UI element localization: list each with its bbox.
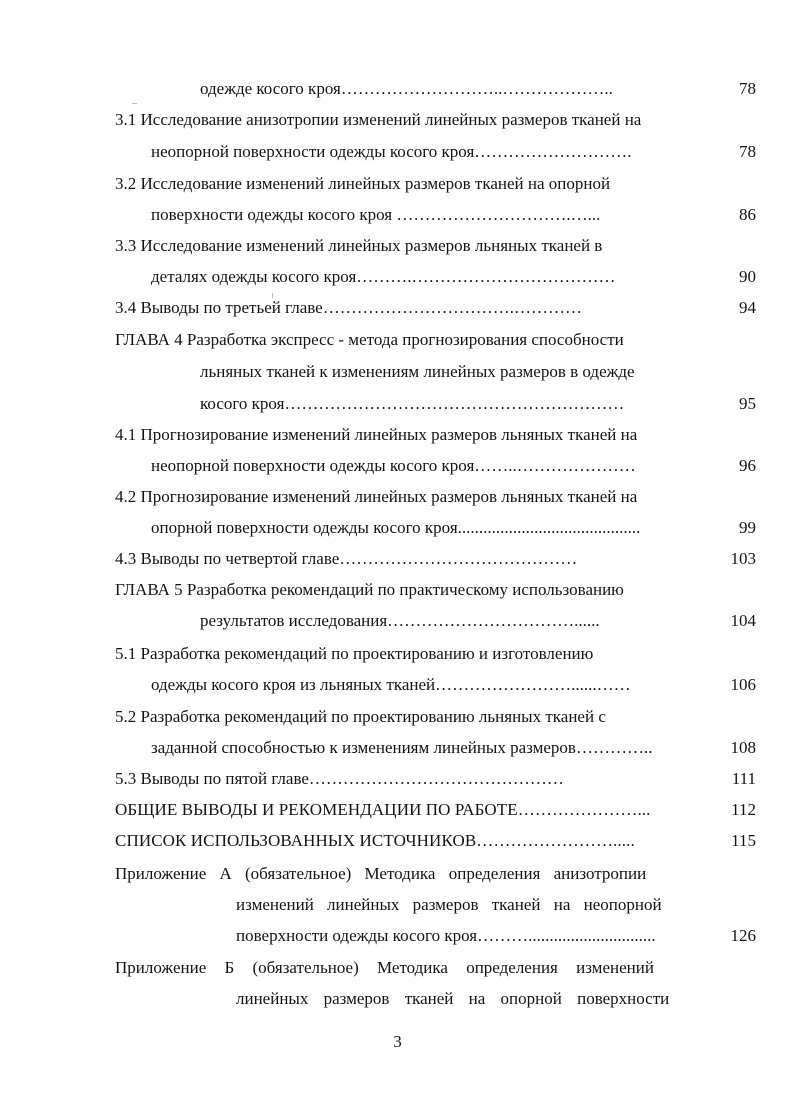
toc-page-number: 106 — [730, 675, 756, 694]
toc-line: заданной способностью к изменениям линейных размеров………….. — [151, 738, 653, 757]
toc-line: изменений линейных размеров тканей на неопорной — [236, 895, 662, 914]
toc-page-number: 95 — [739, 394, 756, 413]
toc-page-number: 115 — [731, 831, 756, 850]
toc-line: поверхности одежды косого кроя ………………………….…... — [151, 205, 601, 224]
toc-line: неопорной поверхности одежды косого кроя………………………. — [151, 142, 632, 161]
toc-line: ОБЩИЕ ВЫВОДЫ И РЕКОМЕНДАЦИИ ПО РАБОТЕ…………………... — [115, 800, 651, 819]
toc-line: ГЛАВА 5 Разработка рекомендаций по практическому использованию — [115, 580, 624, 599]
toc-line: 4.2 Прогнозирование изменений линейных размеров льняных тканей на — [115, 487, 638, 506]
toc-line: неопорной поверхности одежды косого кроя……..………………… — [151, 456, 636, 475]
toc-line: 3.2 Исследование изменений линейных размеров тканей на опорной — [115, 174, 611, 193]
toc-line: результатов исследования……………………………...... — [200, 611, 600, 630]
toc-line: 5.1 Разработка рекомендаций по проектированию и изготовлению — [115, 644, 594, 663]
toc-line: 4.1 Прогнозирование изменений линейных размеров льняных тканей на — [115, 425, 638, 444]
toc-line: 5.2 Разработка рекомендаций по проектированию льняных тканей с — [115, 707, 606, 726]
toc-page-number: 86 — [739, 205, 756, 224]
toc-page-number: 108 — [730, 738, 756, 757]
toc-page-number: 126 — [730, 926, 756, 945]
toc-line: 3.3 Исследование изменений линейных размеров льняных тканей в — [115, 236, 603, 255]
toc-line: Приложение Б (обязательное) Методика определения изменений — [115, 958, 654, 977]
toc-page-number: 94 — [739, 298, 756, 317]
toc-page-number: 78 — [739, 79, 756, 98]
toc-page-number: 103 — [730, 549, 756, 568]
toc-page-number: 90 — [739, 267, 756, 286]
toc-line: линейных размеров тканей на опорной поверхности — [236, 989, 670, 1008]
toc-page-number: 78 — [739, 142, 756, 161]
scan-artifact — [132, 103, 137, 104]
toc-page-number: 111 — [731, 769, 756, 788]
toc-line: деталях одежды косого кроя……….……………………………… — [151, 267, 616, 286]
toc-page-number: 96 — [739, 456, 756, 475]
toc-line: льняных тканей к изменениям линейных размеров в одежде — [200, 362, 635, 381]
toc-line: косого кроя…………………………………………………… — [200, 394, 625, 413]
toc-line: Приложение А (обязательное) Методика определения анизотропии — [115, 864, 647, 883]
toc-page-number: 99 — [739, 518, 756, 537]
scan-artifact — [272, 293, 273, 298]
toc-line: СПИСОК ИСПОЛЬЗОВАННЫХ ИСТОЧНИКОВ……………………..... — [115, 831, 635, 850]
toc-line: одежде косого кроя………………………..……………….. — [200, 79, 613, 98]
toc-line: опорной поверхности одежды косого кроя........................................... — [151, 518, 641, 537]
toc-line: 4.3 Выводы по четвертой главе…………………………………… — [115, 549, 578, 568]
toc-line: 5.3 Выводы по пятой главе……………………………………… — [115, 769, 564, 788]
page-number: 3 — [393, 1032, 402, 1051]
toc-line: ГЛАВА 4 Разработка экспресс - метода прогнозирования способности — [115, 330, 624, 349]
toc-line: 3.1 Исследование анизотропии изменений линейных размеров тканей на — [115, 110, 642, 129]
toc-line: 3.4 Выводы по третьей главе…………………………….………… — [115, 298, 582, 317]
toc-page-number: 112 — [731, 800, 756, 819]
toc-line: одежды косого кроя из льняных тканей……………………......…… — [151, 675, 631, 694]
toc-line: поверхности одежды косого кроя……….............................. — [236, 926, 656, 945]
toc-page-number: 104 — [730, 611, 756, 630]
